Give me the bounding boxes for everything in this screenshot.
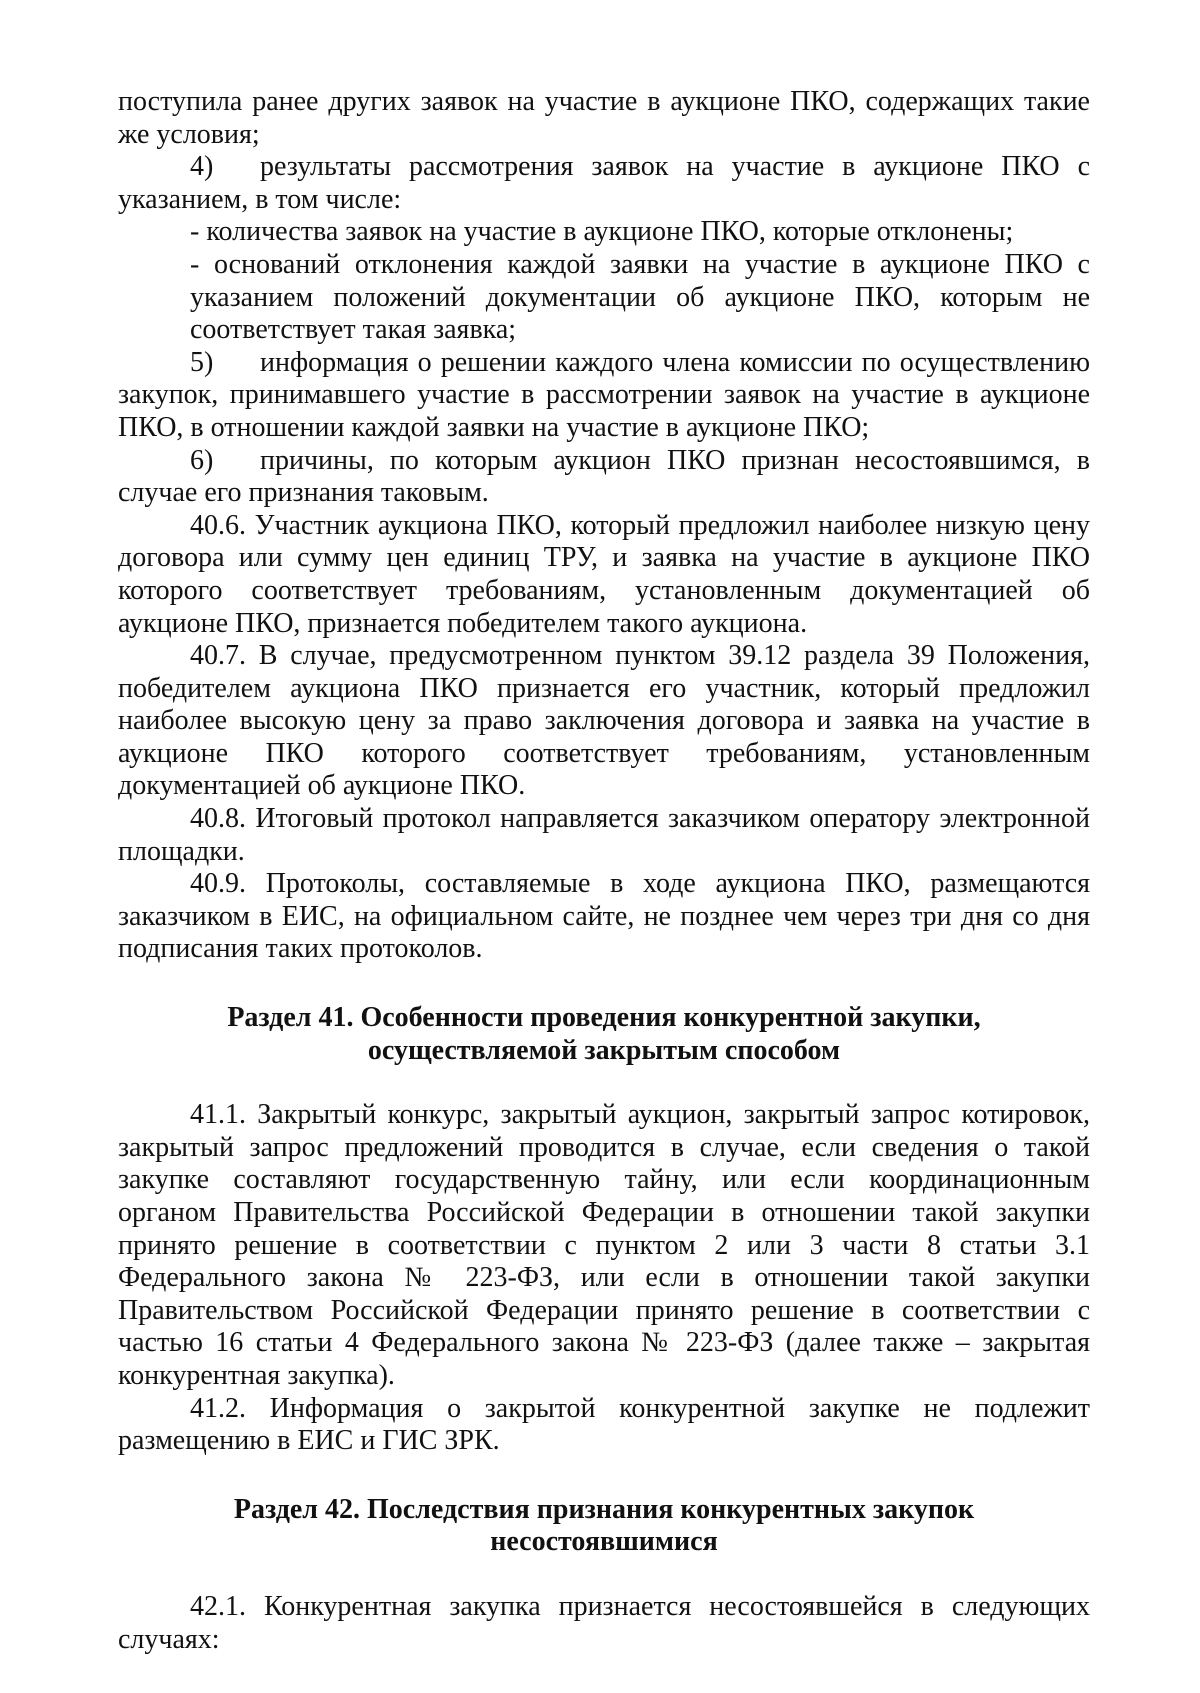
clause-40-7: 40.7. В случае, предусмотренном пунктом 39.12 раздела 39 Положения, победителем аукциона ПКО признается его участник, который предложил наиболее высокую цену за право заключения договора и заявка на участие в аукционе ПКО которого соответствует требованиям, установленным документацией об аукционе ПКО.	[118, 640, 1090, 802]
list-item-5	[118, 347, 1090, 445]
dash-item: - оснований отклонения каждой заявки на участие в аукционе ПКО с указанием положений документации об аукционе ПКО, которым не соответствует такая заявка;	[190, 248, 1090, 346]
section-41-heading-line2: осуществляемой закрытым способом	[367, 1034, 841, 1066]
section-41-heading-line1: Раздел 41. Особенности проведения конкурентной закупки,	[227, 1002, 981, 1034]
list-item-text: информация о решении каждого члена комиссии по осуществлению закупок, принимавшего участие в рассмотрении заявок на участие в аукционе ПКО, в отношении каждой заявки на участие в аукционе ПКО;	[118, 346, 1090, 443]
paragraph-continuation: поступила ранее других заявок на участие в аукционе ПКО, содержащих такие же условия;	[118, 86, 1090, 150]
list-number: 4)	[190, 151, 214, 183]
section-42-heading-line1: Раздел 42. Последствия признания конкурентных закупок	[233, 1493, 975, 1525]
clause-41-1: 41.1. Закрытый конкурс, закрытый аукцион, закрытый запрос котировок, закрытый запрос предложений проводится в случае, если сведения о такой закупке составляют государственную тайну, или если координационным органом Правительства Российской Федерации в отношении такой закупки принято решение в соответствии с пунктом 2 или 3 части 8 статьи 3.1 Федерального закона № 223-ФЗ, или если в отношении такой закупки Правительством Российской Федерации принято решение в соответствии с частью 16 статьи 4 Федерального закона № 223-ФЗ (далее также – закрытая конкурентная закупка).	[118, 1099, 1090, 1391]
clause-40-8: 40.8. Итоговый протокол направляется заказчиком оператору электронной площадки.	[118, 803, 1090, 867]
list-item-6	[118, 445, 1090, 510]
list-number: 6)	[190, 444, 214, 476]
list-item-text: результаты рассмотрения заявок на участие в аукционе ПКО с указанием, в том числе:	[118, 151, 1090, 215]
clause-41-2: 41.2. Информация о закрытой конкурентной закупке не подлежит размещению в ЕИС и ГИС ЗРК.	[118, 1392, 1090, 1457]
list-number: 5)	[190, 346, 214, 378]
section-42-heading-line2: несостоявшимися	[490, 1526, 718, 1558]
document-page	[118, 86, 1090, 1656]
clause-40-9: 40.9. Протоколы, составляемые в ходе аукциона ПКО, размещаются заказчиком в ЕИС, на официальном сайте, не позднее чем через три дня со дня подписания таких протоколов.	[118, 868, 1090, 965]
list-item-4	[118, 151, 1090, 216]
clause-40-6: 40.6. Участник аукциона ПКО, который предложил наиболее низкую цену договора или сумму цен единиц ТРУ, и заявка на участие в аукционе ПКО которого соответствует требованиям, установленным документацией об аукционе ПКО, признается победителем такого аукциона.	[118, 509, 1090, 639]
list-item-text: причины, по которым аукцион ПКО признан несостоявшимся, в случае его признания таковым.	[118, 444, 1090, 509]
clause-42-1: 42.1. Конкурентная закупка признается несостоявшейся в следующих случаях:	[118, 1590, 1090, 1655]
dash-item: - количества заявок на участие в аукционе ПКО, которые отклонены;	[190, 216, 1014, 248]
